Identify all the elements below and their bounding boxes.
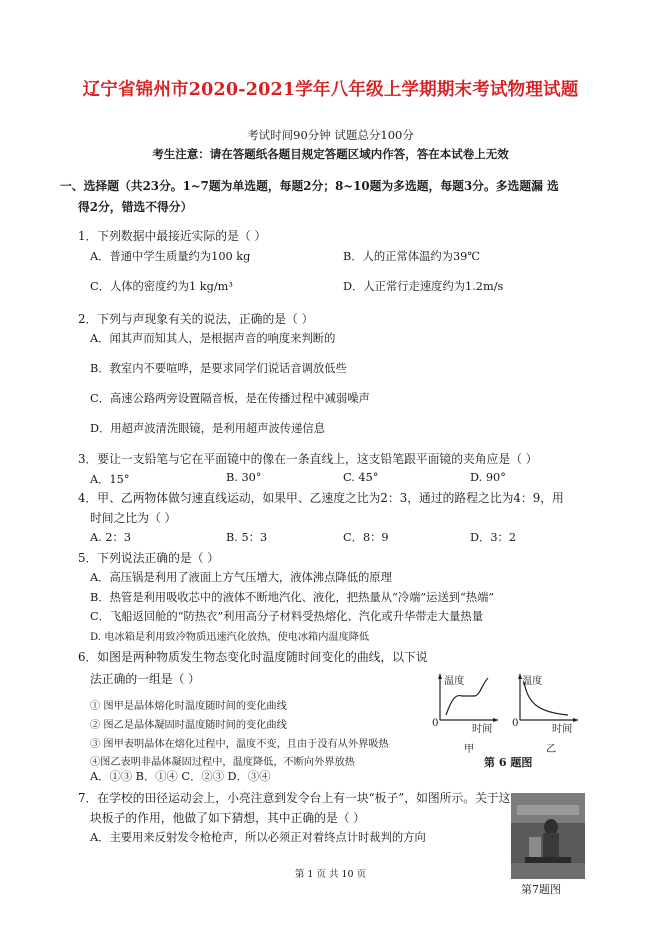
graph-right-name: 乙: [546, 744, 557, 755]
question-3-option-b: B. 30°: [226, 471, 262, 484]
question-2-option-c: C．高速公路两旁设置隔音板，是在传播过程中减弱噪声: [90, 392, 370, 405]
question-5-option-a: A．高压锅是利用了液面上方气压增大，液体沸点降低的原理: [90, 571, 392, 584]
question-1-option-c: C．人体的密度约为1 kg/m³: [90, 280, 233, 293]
question-6-statement-1: ① 图甲是晶体熔化时温度随时间的变化曲线: [90, 701, 287, 712]
graph-right-x-label: 时间: [552, 724, 573, 735]
question-4-option-c: C．8：9: [343, 531, 389, 544]
question-2-option-b: B．教室内不要喧哗，是要求同学们说话音调放低些: [90, 362, 347, 375]
graph-left-y-arrow: [438, 673, 442, 679]
question-2-option-d: D．用超声波清洗眼镜，是利用超声波传递信息: [90, 422, 325, 435]
question-1-stem: 1．下列数据中最接近实际的是（ ）: [78, 229, 267, 243]
graph-left-y-label: 温度: [444, 676, 465, 687]
graph-left-name: 甲: [464, 744, 475, 755]
question-1-option-b: B．人的正常体温约为39℃: [343, 250, 480, 263]
question-4-option-b: B. 5：3: [226, 531, 268, 544]
question-4-stem-line1: 4．甲、乙两物体做匀速直线运动，如果甲、乙速度之比为2：3，通过的路程之比为4：9，用: [78, 491, 564, 505]
question-4-stem-line2: 时间之比为（ ）: [90, 511, 177, 525]
question-6-stem-line2: 法正确的一组是（ ）: [90, 672, 200, 686]
question-6-statement-3: ③ 图甲表明晶体在熔化过程中，温度不变，且由于没有从外界吸热: [90, 739, 389, 750]
question-3-option-d: D. 90°: [470, 471, 506, 484]
question-7-option-a: A．主要用来反射发令枪枪声，所以必须正对着终点计时裁判的方向: [90, 831, 426, 844]
question-6-statement-4: ④图乙表明非晶体凝固过程中，温度降低，不断向外界放热: [90, 757, 355, 768]
question-6-statement-2: ② 图乙是晶体凝固时温度随时间的变化曲线: [90, 720, 287, 731]
question-3-stem: 3．要让一支铅笔与它在平面镜中的像在一条直线上，这支铅笔跟平面镜的夹角应是（ ）: [78, 452, 538, 466]
graph-left-x-arrow: [493, 718, 499, 722]
question-3-option-c: C. 45°: [343, 471, 379, 484]
graph-left-x-label: 时间: [472, 724, 493, 735]
question-1-option-a: A．普通中学生质量约为100 kg: [90, 250, 251, 263]
page-footer: 第 1 页 共 10 页: [294, 869, 367, 880]
section-heading-line2: 得2分，错选不得分）: [78, 200, 193, 214]
question-5-option-d: D. 电冰箱是利用致冷物质迅速汽化放热，使电冰箱内温度降低: [90, 632, 370, 643]
question-2-option-a: A．闻其声而知其人，是根据声音的响度来判断的: [90, 332, 336, 345]
question-6-figure: [428, 668, 588, 778]
graph-right-origin: 0: [512, 718, 519, 729]
question-5-stem: 5．下列说法正确的是（ ）: [78, 551, 220, 565]
question-6-stem-line1: 6．如图是两种物质发生物态变化时温度随时间变化的曲线，以下说: [78, 650, 428, 664]
question-3-option-a: A．15°: [90, 473, 130, 486]
section-heading-line1: 一、选择题（共23分。1~7题为单选题，每题2分；8~10题为多选题，每题3分。多选题漏 选: [60, 179, 559, 193]
question-7-stem-line2: 块板子的作用，他做了如下猜想，其中正确的是（ ）: [90, 811, 366, 825]
question-5-option-c: C．飞船返回舱的“防热衣”利用高分子材料受热熔化、汽化或升华带走大量热量: [90, 610, 483, 623]
question-6-options: A．①③ B．①④ C．②③ D．③④: [90, 770, 271, 783]
question-5-option-b: B．热管是利用吸收芯中的液体不断地汽化、液化，把热量从“冷端”运送到“热端”: [90, 591, 495, 604]
question-2-stem: 2．下列与声现象有关的说法，正确的是（ ）: [78, 312, 314, 326]
question-4-option-d: D．3：2: [470, 531, 517, 544]
question-1-option-d: D．人正常行走速度约为1.2m/s: [343, 280, 504, 293]
document-title: 辽宁省锦州市2020-2021学年八年级上学期期末考试物理试题: [82, 80, 579, 100]
exam-notice: 考生注意：请在答题纸各题目规定答题区域内作答，答在本试卷上无效: [152, 147, 509, 161]
graph-right-y-label: 温度: [522, 676, 543, 687]
question-7-figure-caption: 第7题图: [521, 883, 561, 896]
question-4-option-a: A. 2：3: [90, 531, 132, 544]
question-6-figure-caption: 第 6 题图: [484, 756, 533, 769]
exam-info: 考试时间90分钟 试题总分100分: [247, 128, 414, 142]
graph-right-x-arrow: [573, 718, 579, 722]
graph-left-origin: 0: [432, 718, 439, 729]
question-7-stem-line1: 7．在学校的田径运动会上，小亮注意到发令台上有一块“板子”，如图所示。关于这: [78, 791, 511, 805]
